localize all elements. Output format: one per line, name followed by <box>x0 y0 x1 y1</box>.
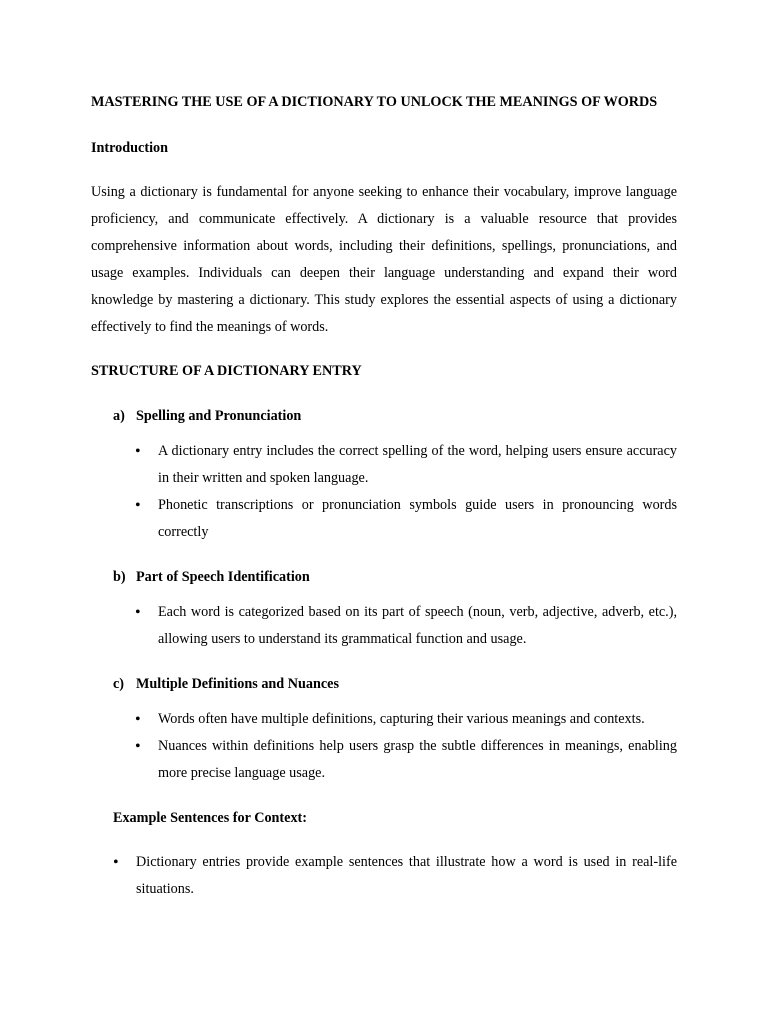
bullet-icon: • <box>135 710 141 728</box>
list-item-text: Phonetic transcriptions or pronunciation symbols guide users in pronouncing words correctly <box>158 496 677 540</box>
list-item <box>135 599 677 653</box>
section-c-heading <box>91 671 677 698</box>
structure-heading: STRUCTURE OF A DICTIONARY ENTRY <box>91 362 362 379</box>
bullet-icon: • <box>135 603 141 621</box>
list-item-text: Dictionary entries provide example sentences that illustrate how a word is used in real-life situations. <box>136 853 677 897</box>
section-b-bullets <box>91 599 677 653</box>
example-bullets <box>91 849 677 903</box>
section-label: a) <box>113 407 125 424</box>
section-title: Multiple Definitions and Nuances <box>136 675 339 692</box>
section-c-bullets <box>91 706 677 787</box>
section-b-heading <box>91 564 677 591</box>
section-a-heading <box>91 403 677 430</box>
section-a-bullets <box>91 438 677 546</box>
list-item <box>135 733 677 787</box>
list-item <box>113 849 677 903</box>
example-heading: Example Sentences for Context: <box>113 809 307 826</box>
section-title: Spelling and Pronunciation <box>136 407 302 424</box>
list-item-text: A dictionary entry includes the correct spelling of the word, helping users ensure accuracy in their written and spoken language. <box>158 442 677 486</box>
bullet-icon: • <box>135 496 141 514</box>
document-content <box>91 89 677 903</box>
section-label: c) <box>113 675 125 692</box>
document-title: MASTERING THE USE OF A DICTIONARY TO UNLOCK THE MEANINGS OF WORDS <box>91 94 658 110</box>
section-title: Part of Speech Identification <box>136 568 310 585</box>
intro-paragraph: Using a dictionary is fundamental for anyone seeking to enhance their vocabulary, improve language proficiency, and communicate effectively. A dictionary is a valuable resource that provides comprehensive information about words, including their definitions, spellings, pronunciations, and usage examples. Individuals can deepen their language understanding and expand their word knowledge by mastering a dictionary. This study explores the essential aspects of using a dictionary effectively to find the meanings of words. <box>91 183 677 335</box>
bullet-icon: • <box>135 442 141 460</box>
list-item-text: Each word is categorized based on its part of speech (noun, verb, adjective, adverb, etc.), allowing users to understand its grammatical function and usage. <box>158 603 677 647</box>
list-item <box>135 438 677 492</box>
list-item <box>135 492 677 546</box>
list-item-text: Words often have multiple definitions, capturing their various meanings and contexts. <box>158 710 645 727</box>
bullet-icon: • <box>113 853 119 871</box>
list-item <box>135 706 677 733</box>
section-label: b) <box>113 568 126 585</box>
intro-heading: Introduction <box>91 139 168 156</box>
list-item-text: Nuances within definitions help users grasp the subtle differences in meanings, enabling more precise language usage. <box>158 737 677 781</box>
bullet-icon: • <box>135 737 141 755</box>
